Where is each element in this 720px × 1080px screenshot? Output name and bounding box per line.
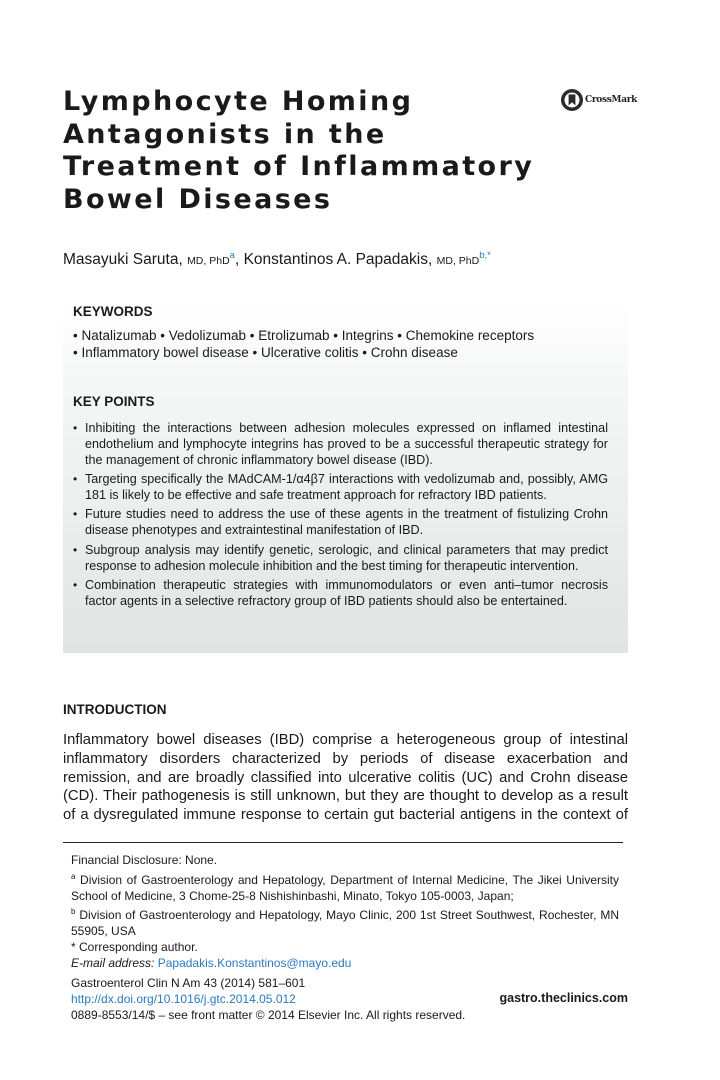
title-line: Bowel Diseases <box>63 183 333 215</box>
title-line: Treatment of Inflammatory <box>63 151 535 182</box>
crossmark-label: CrossMark <box>585 95 638 105</box>
key-point: • Targeting specifically the MAdCAM-1/α4β7 interactions with vedolizumab and, possibly, AMG 181 is likely to be effective and safe treatment approach for refractory IBD patients. <box>73 471 608 503</box>
journal-website[interactable]: gastro.theclinics.com <box>499 991 628 1005</box>
email-line <box>71 956 619 972</box>
author-list: Masayuki Saruta, MD, PhD$^a$, Konstantinos A. Papadakis, MD, PhD$^{b,*}$ <box>63 250 491 269</box>
title-line: Antagonists in the <box>63 118 387 150</box>
affiliation-mark: b <box>71 907 76 917</box>
doi-link[interactable]: http://dx.doi.org/10.1016/j.gtc.2014.05.012 <box>71 991 296 1006</box>
title-line: Lymphocyte Homing <box>63 86 414 117</box>
affiliation-mark: a <box>71 871 76 881</box>
crossmark-badge[interactable] <box>560 88 637 112</box>
keywords-keypoints-box <box>63 296 628 653</box>
journal-citation: Gastroenterol Clin N Am 43 (2014) 581–601 <box>71 976 306 990</box>
affiliation-link[interactable]: b,* <box>479 250 491 261</box>
footnotes <box>71 853 619 972</box>
key-point: • Subgroup analysis may identify genetic, serologic, and clinical parameters that may predict response to adhesion molecule inhibition and the best timing for therapeutic intervention. <box>73 542 608 574</box>
financial-disclosure: Financial Disclosure: None. <box>71 853 218 867</box>
corresponding-author: * Corresponding author. <box>71 939 198 954</box>
key-point: • Combination therapeutic strategies with immunomodulators or even anti–tumor necrosis factor agents in a selective refractory group of IBD patients should also be entertained. <box>73 577 608 609</box>
affiliation-link[interactable]: a <box>229 250 235 261</box>
issn-copyright: 0889-8553/14/$ – see front matter © 2014 Elsevier Inc. All rights reserved. <box>71 1007 466 1022</box>
introduction-paragraph: Inflammatory bowel diseases (IBD) comprise a heterogeneous group of intestinal inflammatory disorders characterized by periods of disease exacerbation and remission, and are broadly classified into ulcerative colitis (UC) and Crohn disease (CD). Their pathogenesis is still unknown, but they are thought to develop as a result of a dysregulated immune response to certain gut bacterial antigens in the context of <box>63 732 628 824</box>
author-degrees: MD, PhD <box>187 255 230 268</box>
key-point: • Inhibiting the interactions between adhesion molecules expressed on inflamed intestinal endothelium and lymphocyte integrins has proved to be a successful therapeutic strategy for the management of chronic inflammatory bowel disease (IBD). <box>73 420 608 468</box>
key-points-heading: KEY POINTS <box>73 394 155 409</box>
introduction-heading: INTRODUCTION <box>63 702 167 717</box>
affiliation-text: Division of Gastroenterology and Hepatology, Department of Internal Medicine, The Jikei University School of Medicine, 3 Chome-25-8 Nishishinbashi, Minato, Tokyo 105-0003, Japan; <box>71 872 619 903</box>
footnote-divider <box>63 842 623 843</box>
crossmark-icon <box>560 88 584 112</box>
affiliation-b <box>71 904 619 940</box>
journal-info <box>71 976 465 1023</box>
affiliation-a <box>71 869 619 905</box>
author-name: Konstantinos A. Papadakis, <box>243 251 433 269</box>
affiliation-text: Division of Gastroenterology and Hepatology, Mayo Clinic, 200 1st Street Southwest, Rochester, MN 55905, USA <box>71 908 619 939</box>
email-link[interactable]: Papadakis.Konstantinos@mayo.edu <box>157 955 352 970</box>
keywords-line: • Natalizumab • Vedolizumab • Etrolizumab • Integrins • Chemokine receptors <box>73 328 535 343</box>
keywords-line: • Inflammatory bowel disease • Ulcerative colitis • Crohn disease <box>73 345 458 360</box>
keywords-heading: KEYWORDS <box>73 304 153 319</box>
article-title <box>63 86 533 216</box>
author-name: Masayuki Saruta, <box>63 251 183 269</box>
author-degrees: MD, PhD <box>436 255 480 268</box>
key-points-list <box>73 420 608 612</box>
email-label: E-mail address: <box>71 955 155 970</box>
key-point: • Future studies need to address the use of these agents in the treatment of fistulizing Crohn disease phenotypes and extraintestinal manifestation of IBD. <box>73 506 608 538</box>
